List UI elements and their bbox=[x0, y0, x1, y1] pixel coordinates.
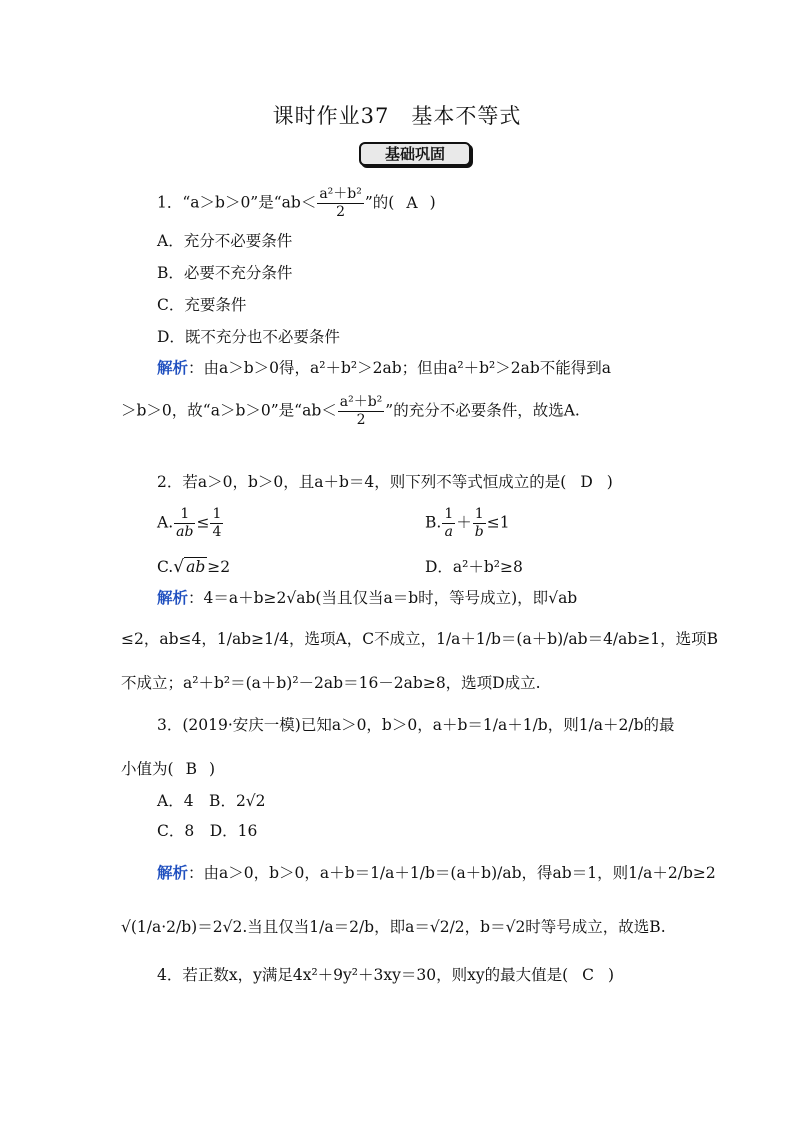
q3-options-line1: A．4 B．2√2 bbox=[157, 792, 266, 810]
q1-option-c: C．充要条件 bbox=[157, 296, 247, 314]
q1-answer: A bbox=[406, 193, 418, 212]
q2-option-c: C.√ ab ≥2 bbox=[157, 557, 231, 577]
q2-answer: D bbox=[580, 473, 593, 491]
q1-option-b: B．必要不充分条件 bbox=[157, 264, 293, 282]
page-title: 课时作业37 基本不等式 bbox=[272, 104, 522, 128]
q2-option-a: A. $\frac{1}{ab}$ ≤ $\frac{1}{4}$ bbox=[157, 506, 222, 540]
q1-fraction: $\frac{\text{a²＋b²}}{2}$ bbox=[319, 186, 362, 220]
q1-solution-line2: ＞b＞0，故“a＞b＞0”是“ab＜ $\frac{\text{a²＋b²}}{2}$ ”的充分不必要条件，故选A. bbox=[121, 394, 580, 428]
q1-stem: 1．“a＞b＞0”是“ab＜ $\frac{\text{a²＋b²}}{2}$ ”的( A ) bbox=[157, 186, 436, 220]
q2-stem: 2．若a＞0，b＞0，且a＋b＝4，则下列不等式恒成立的是( D ) bbox=[157, 473, 613, 491]
q2-solution-line2: ≤2，ab≤4，1/ab≥1/4，选项A，C不成立，1/a＋1/b＝(a＋b)/ab＝4/ab≥1，选项B bbox=[121, 630, 719, 648]
section-badge-label: 基础巩固 bbox=[359, 142, 471, 166]
q2-solution-label: 解析 bbox=[157, 588, 189, 607]
q3-solution-line1: 解析：由a＞0，b＞0，a＋b＝1/a＋1/b＝(a＋b)/ab，得ab＝1，则1/a＋2/b≥2 bbox=[157, 863, 716, 882]
section-badge bbox=[356, 139, 472, 166]
q2-solution-line3: 不成立；a²＋b²＝(a＋b)²－2ab＝16－2ab≥8，选项D成立. bbox=[121, 674, 541, 692]
q2-solution-line1: 解析：4＝a＋b≥2√ab(当且仅当a＝b时，等号成立)，即√ab bbox=[157, 588, 578, 607]
q3-options-line2: C．8 D．16 bbox=[157, 822, 258, 840]
q3-solution-label: 解析 bbox=[157, 863, 189, 882]
q3-stem-line2: 小值为( B ) bbox=[121, 760, 216, 778]
q1-option-d: D．既不充分也不必要条件 bbox=[157, 328, 340, 346]
q1-solution-line1: 解析：由a＞b＞0得，a²＋b²＞2ab；但由a²＋b²＞2ab不能得到a bbox=[157, 358, 612, 377]
q3-solution-line2: √(1/a·2/b)＝2√2.当且仅当1/a＝2/b，即a＝√2/2，b＝√2时等号成立，故选B. bbox=[121, 918, 666, 936]
q4-stem: 4．若正数x，y满足4x²＋9y²＋3xy＝30，则xy的最大值是( C ) bbox=[157, 966, 615, 984]
q2-option-b: B. $\frac{1}{a}$ ＋ $\frac{1}{b}$ ≤1 bbox=[425, 506, 510, 540]
q3-answer: B bbox=[185, 760, 197, 778]
q1-option-a: A．充分不必要条件 bbox=[157, 232, 293, 250]
q3-stem: 3．(2019·安庆一模)已知a＞0，b＞0，a＋b＝1/a＋1/b，则1/a＋2/b的最 bbox=[157, 716, 675, 734]
q4-answer: C bbox=[582, 966, 595, 984]
q2-option-d: D．a²＋b²≥8 bbox=[425, 558, 523, 576]
q1-solution-label: 解析 bbox=[157, 358, 189, 377]
